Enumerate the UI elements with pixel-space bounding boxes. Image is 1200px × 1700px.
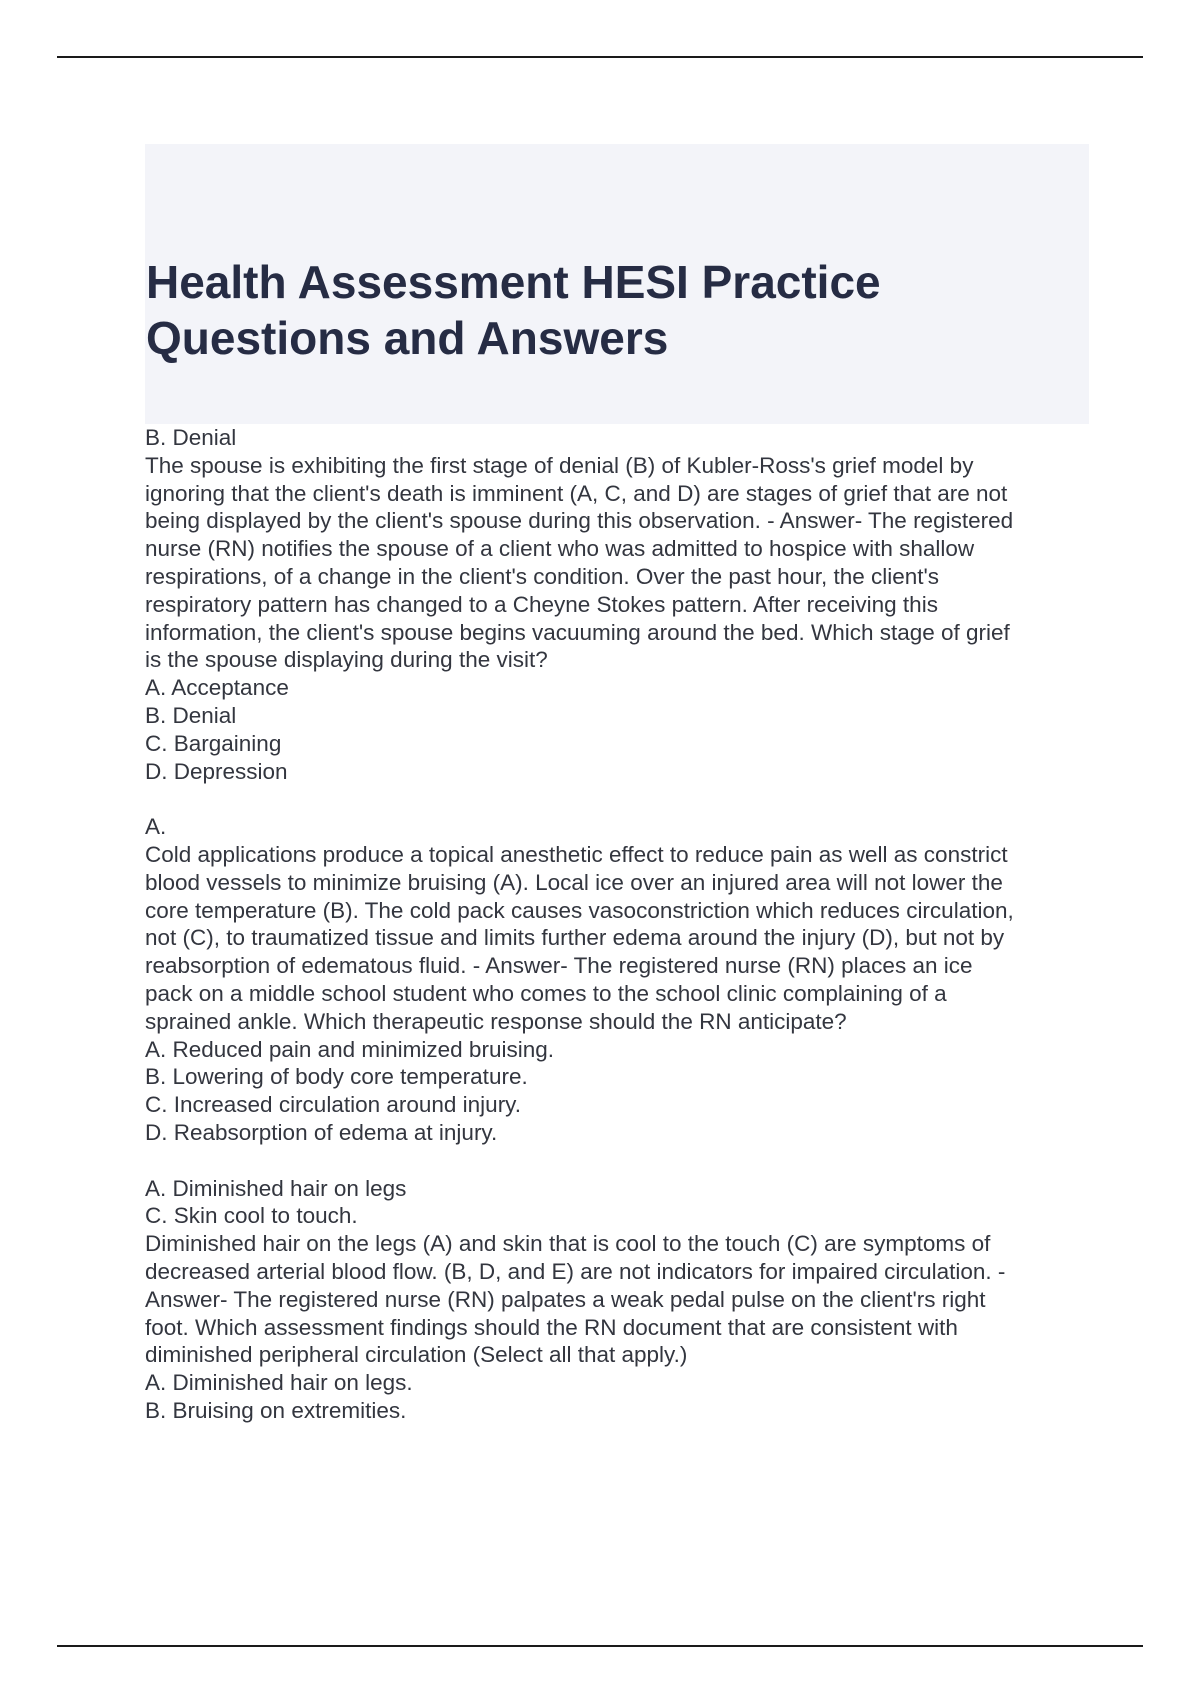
bottom-divider bbox=[57, 1645, 1143, 1647]
option-line: C. Increased circulation around injury. bbox=[145, 1092, 522, 1118]
top-divider bbox=[57, 56, 1143, 58]
rationale-line: Diminished hair on the legs (A) and skin that is cool to the touch (C) are symptoms of bbox=[145, 1231, 991, 1257]
option-line: A. Acceptance bbox=[145, 675, 289, 701]
question-line: nurse (RN) notifies the spouse of a client who was admitted to hospice with shallow bbox=[145, 536, 975, 562]
question-line: respiratory pattern has changed to a Cheyne Stokes pattern. After receiving this bbox=[145, 591, 938, 617]
rationale-line: not (C), to traumatized tissue and limits further edema around the injury (D), but not by bbox=[145, 925, 1005, 951]
option-line: B. Denial bbox=[145, 702, 237, 728]
answer-line: C. Skin cool to touch. bbox=[145, 1203, 358, 1229]
rationale-line: The spouse is exhibiting the first stage of denial (B) of Kubler-Ross's grief model by bbox=[145, 452, 974, 478]
qa-block-circulation bbox=[145, 1175, 1090, 1425]
option-line: B. Bruising on extremities. bbox=[145, 1397, 407, 1423]
document-body bbox=[145, 424, 1090, 1425]
answer-line: A. bbox=[145, 814, 167, 840]
option-line: D. Reabsorption of edema at injury. bbox=[145, 1119, 498, 1145]
question-line: information, the client's spouse begins vacuuming around the bed. Which stage of grief bbox=[145, 619, 1010, 645]
document-title bbox=[146, 254, 1046, 366]
question-line: sprained ankle. Which therapeutic response should the RN anticipate? bbox=[145, 1008, 847, 1034]
option-line: A. Diminished hair on legs. bbox=[145, 1370, 413, 1396]
rationale-line: ignoring that the client's death is imminent (A, C, and D) are stages of grief that are not bbox=[145, 480, 1008, 506]
rationale-line: core temperature (B). The cold pack causes vasoconstriction which reduces circulation, bbox=[145, 897, 1014, 923]
option-line: C. Bargaining bbox=[145, 730, 282, 756]
question-line: is the spouse displaying during the visit? bbox=[145, 647, 548, 673]
answer-line: A. Diminished hair on legs bbox=[145, 1175, 407, 1201]
rationale-line: Cold applications produce a topical anesthetic effect to reduce pain as well as constrict bbox=[145, 841, 1008, 867]
question-line: reabsorption of edematous fluid. - Answer- The registered nurse (RN) places an ice bbox=[145, 953, 973, 979]
question-line: pack on a middle school student who comes to the school clinic complaining of a bbox=[145, 980, 947, 1006]
rationale-line: being displayed by the client's spouse during this observation. - Answer- The registered bbox=[145, 508, 1014, 534]
rationale-line: decreased arterial blood flow. (B, D, and E) are not indicators for impaired circulation. - bbox=[145, 1258, 1006, 1284]
option-line: A. Reduced pain and minimized bruising. bbox=[145, 1036, 554, 1062]
title-line: Questions and Answers bbox=[146, 312, 669, 364]
rationale-line: blood vessels to minimize bruising (A). Local ice over an injured area will not lower the bbox=[145, 869, 1003, 895]
question-line: respirations, of a change in the client's condition. Over the past hour, the client's bbox=[145, 563, 940, 589]
question-line: diminished peripheral circulation (Select all that apply.) bbox=[145, 1342, 688, 1368]
question-line: Answer- The registered nurse (RN) palpates a weak pedal pulse on the client'rs right bbox=[145, 1286, 986, 1312]
option-line: D. Depression bbox=[145, 758, 288, 784]
option-line: B. Lowering of body core temperature. bbox=[145, 1064, 528, 1090]
qa-block-cold-pack bbox=[145, 813, 1090, 1147]
title-line: Health Assessment HESI Practice bbox=[146, 256, 881, 308]
answer-line: B. Denial bbox=[145, 425, 237, 450]
qa-block-grief bbox=[145, 424, 1090, 785]
question-line: foot. Which assessment findings should the RN document that are consistent with bbox=[145, 1314, 958, 1340]
